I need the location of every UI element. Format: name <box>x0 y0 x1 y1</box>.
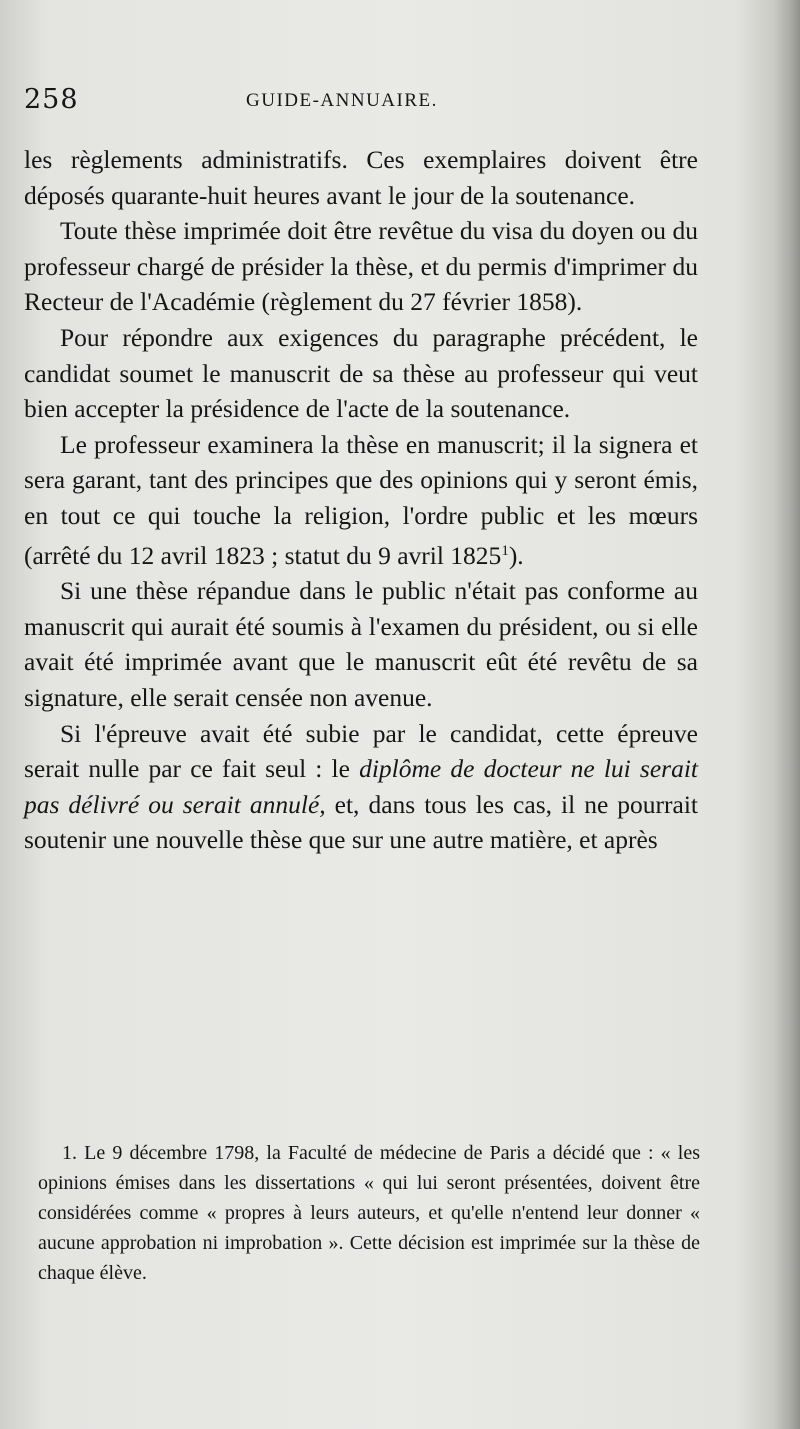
paragraph-1: les règlements administratifs. Ces exemplaires doivent être déposés quarante-huit heures avant le jour de la soutenance. <box>24 145 698 210</box>
paragraph-2: Toute thèse imprimée doit être revêtue du visa du doyen ou du professeur chargé de présider la thèse, et du permis d'imprimer du Recteur de l'Académie (règlement du 27 février 1858). <box>24 216 698 317</box>
paragraph-5: Si une thèse répandue dans le public n'était pas conforme au manuscrit qui aurait été soumis à l'examen du président, ou si elle avait été imprimée avant que le manuscrit eût été revêtu de sa signature, elle serait censée non avenue. <box>24 576 698 712</box>
page-number: 258 <box>24 84 79 115</box>
paragraph-6 <box>24 716 698 858</box>
footnote-number: 1. <box>62 1142 77 1164</box>
paragraph-4 <box>24 427 698 573</box>
running-head: GUIDE-ANNUAIRE. <box>246 90 438 111</box>
footnote-reference: 1 <box>501 542 509 559</box>
paragraph-3: Pour répondre aux exigences du paragraphe précédent, le candidat soumet le manuscrit de sa thèse au professeur qui veut bien accepter la présidence de l'acte de la soutenance. <box>24 322 698 424</box>
page-header <box>24 84 754 124</box>
paragraph-6-end: et, dans tous les cas, il ne pourrait soutenir une nouvelle thèse que sur une autre matière, et après <box>24 789 698 855</box>
paragraph-6-italic: diplôme de docteur ne lui serait pas délivré ou serait annulé, <box>24 754 698 819</box>
paragraph-6-start: Si l'épreuve avait été subie par le candidat, cette épreuve serait nulle par ce fait seul : le <box>24 718 698 784</box>
body-text <box>24 142 698 858</box>
paragraph-4-end: ). <box>508 540 524 570</box>
footnote-text: Le 9 décembre 1798, la Faculté de médecine de Paris a décidé que : « les opinions émises dans les dissertations « qui lui seront présentées, doivent être considérées comme « propres à leurs auteurs, et qu'elle n'entend leur donner « aucune approbation ni improbation ». Cette décision est imprimée sur la thèse de chaque élève. <box>38 1142 701 1284</box>
footnote <box>38 1138 700 1288</box>
paragraph-4-text: Le professeur examinera la thèse en manuscrit; il la signera et sera garant, tant des principes que des opinions qui y seront émis, en tout ce qui touche la religion, l'ordre public et les mœurs (arrêté du 12 avril 1823 ; statut du 9 avril 1825 <box>24 429 698 570</box>
